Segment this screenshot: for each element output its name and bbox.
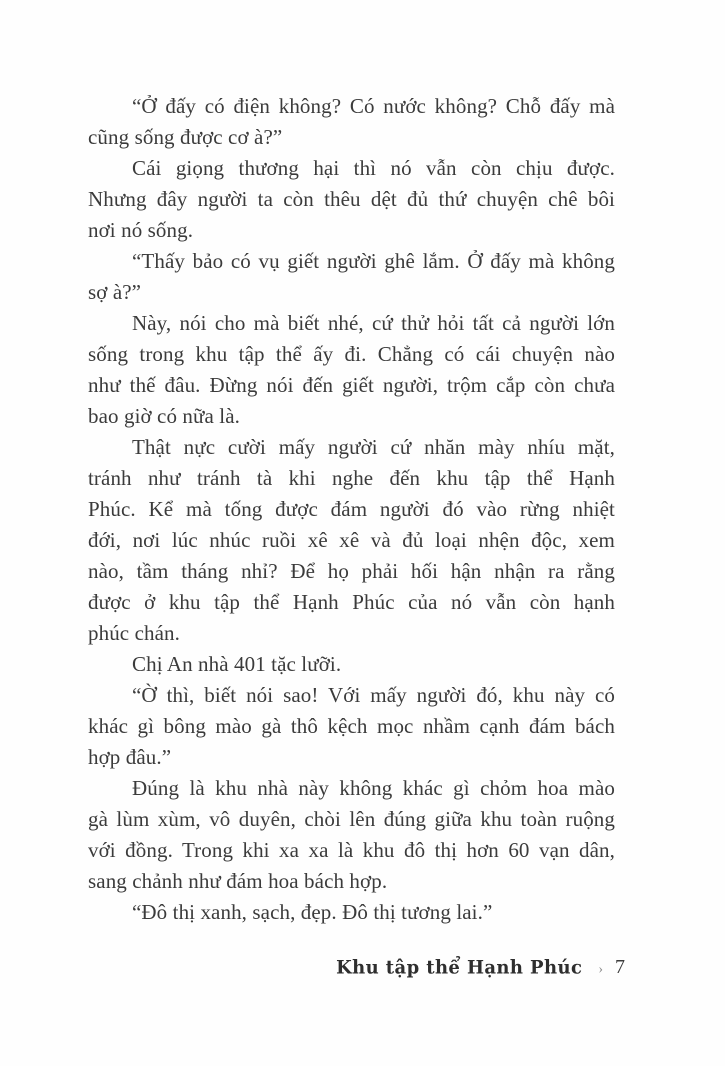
paragraph (88, 432, 615, 649)
text-line: khác gì bông mào gà thô kệch mọc nhầm cạnh đám bách (88, 714, 615, 738)
text-line: với đồng. Trong khi xa xa là khu đô thị hơn 60 vạn dân, (88, 838, 615, 862)
paragraph (88, 153, 615, 246)
separator-chevron: › (598, 962, 603, 977)
text-line: nào, tầm tháng nhỉ? Để họ phải hối hận nhận ra rằng (88, 559, 615, 583)
paragraph (88, 680, 615, 773)
paragraph (88, 246, 615, 308)
text-line: Cái giọng thương hại thì nó vẫn còn chịu được. (132, 156, 615, 180)
text-line: Này, nói cho mà biết nhé, cứ thử hỏi tất cả người lớn (132, 311, 615, 335)
text-line: Đúng là khu nhà này không khác gì chỏm hoa mào (132, 776, 615, 800)
text-line: cũng sống được cơ à?” (88, 125, 283, 149)
text-line: Nhưng đây người ta còn thêu dệt đủ thứ chuyện chê bôi (88, 187, 615, 211)
text-line: bao giờ có nữa là. (88, 404, 240, 428)
text-line: “Thấy bảo có vụ giết người ghê lắm. Ở đấy mà không (132, 249, 615, 273)
paragraph (88, 91, 615, 153)
text-line: gà lùm xùm, vô duyên, chòi lên đúng giữa khu toàn ruộng (88, 807, 615, 831)
paragraph (88, 897, 615, 928)
text-line: Phúc. Kể mà tống được đám người đó vào rừng nhiệt (88, 497, 615, 521)
text-line: nơi nó sống. (88, 218, 194, 242)
paragraph (88, 308, 615, 432)
text-line: sợ à?” (88, 280, 142, 304)
text-line: “Ở đấy có điện không? Có nước không? Chỗ đấy mà (132, 94, 615, 118)
text-line: “Ờ thì, biết nói sao! Với mấy người đó, khu này có (132, 683, 615, 707)
text-line: Thật nực cười mấy người cứ nhăn mày nhíu mặt, (132, 435, 615, 459)
page-number: 7 (615, 956, 625, 978)
paragraph (88, 773, 615, 897)
page-text (88, 91, 615, 928)
text-line: sống trong khu tập thể ấy đi. Chẳng có cái chuyện nào (88, 342, 615, 366)
text-line: “Đô thị xanh, sạch, đẹp. Đô thị tương lai.” (132, 900, 493, 924)
paragraph (88, 649, 615, 680)
text-line: như thế đâu. Đừng nói đến giết người, trộm cắp còn chưa (88, 373, 615, 397)
text-line: đới, nơi lúc nhúc ruồi xê xê và đủ loại nhện độc, xem (88, 528, 615, 552)
page-footer (0, 956, 625, 979)
text-line: được ở khu tập thể Hạnh Phúc của nó vẫn còn hạnh (88, 590, 615, 614)
text-line: Chị An nhà 401 tặc lưỡi. (132, 652, 342, 676)
text-line: hợp đâu.” (88, 745, 172, 769)
text-line: tránh như tránh tà khi nghe đến khu tập thể Hạnh (88, 466, 615, 490)
text-line: sang chảnh như đám hoa bách hợp. (88, 869, 388, 893)
text-line: phúc chán. (88, 621, 180, 645)
running-title: Khu tập thể Hạnh Phúc (336, 956, 583, 979)
